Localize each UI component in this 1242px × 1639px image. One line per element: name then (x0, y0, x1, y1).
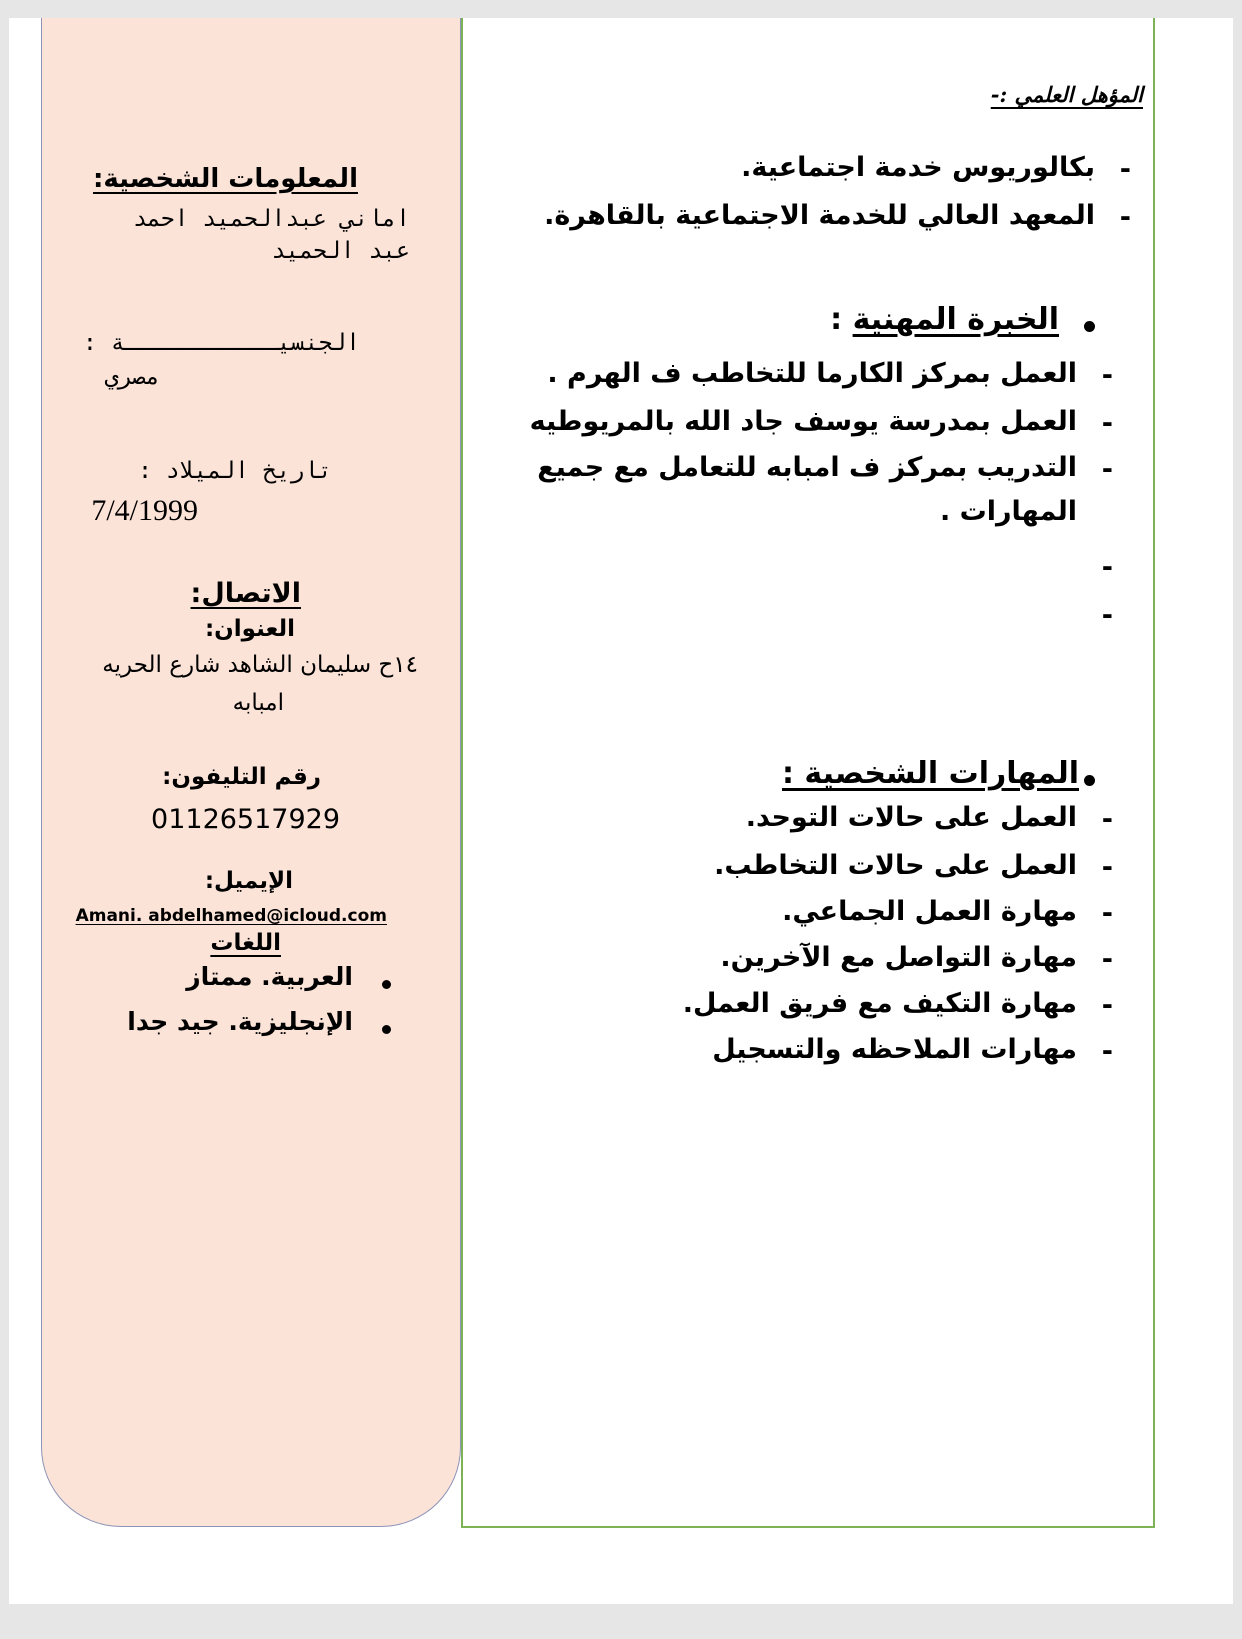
address-line-1: ١٤ح سليمان الشاهد شارع الحريه (102, 652, 418, 678)
main-content-frame (461, 18, 1155, 1528)
dash-icon: - (1101, 990, 1113, 1021)
name-line-2: عبد الحميد (271, 238, 410, 264)
dash-icon: - (1101, 360, 1113, 391)
nationality-label: الجنسيـــــــــــة : (83, 330, 360, 356)
contact-heading: الاتصال: (190, 578, 301, 609)
skill-item: مهارات الملاحظه والتسجيل (712, 1034, 1077, 1065)
experience-item: العمل بمركز الكارما للتخاطب ف الهرم . (547, 358, 1077, 389)
dash-icon: - (1101, 944, 1113, 975)
dash-icon: - (1101, 804, 1113, 835)
dash-icon: - (1101, 1036, 1113, 1067)
dash-icon: - (1101, 898, 1113, 929)
education-item: بكالوريوس خدمة اجتماعية. (741, 152, 1095, 183)
personal-info-heading: المعلومات الشخصية: (92, 164, 358, 194)
experience-item: العمل بمدرسة يوسف جاد الله بالمريوطيه (529, 406, 1077, 437)
birth-date-value: 7/4/1999 (91, 494, 198, 527)
sidebar-panel: المعلومات الشخصية: اماني عبدالحميد احمد عبد الحميد الجنسيـــــــــــة : مصري تاريخ الميلاد : 7/4/1999 الاتصال: العنوان: ١٤ح سليمان الشاهد شارع الحريه امبابه رقم التليفون: 01126517929 الإيميل: Amani. abdelhamed@icloud.com اللغات العربية. ممتاز الإنجليزية. جيد جدا (41, 18, 461, 1527)
dash-icon: - (1119, 202, 1131, 233)
nationality-value: مصري (104, 364, 160, 390)
address-line-2: امبابه (232, 690, 284, 716)
dash-icon: - (1119, 154, 1131, 185)
dash-icon: - (1101, 552, 1113, 583)
skill-item: العمل على حالات التوحد. (745, 802, 1077, 833)
experience-item-continued: المهارات . (939, 496, 1077, 527)
phone-label: رقم التليفون: (162, 764, 321, 790)
dash-icon: - (1101, 408, 1113, 439)
name-line-1: اماني عبدالحميد احمد (133, 206, 410, 232)
email-link[interactable]: Amani. abdelhamed@icloud.com (75, 906, 387, 926)
bullet-icon (382, 980, 391, 989)
birth-date-label: تاريخ الميلاد : (138, 458, 332, 484)
skills-heading: المهارات الشخصية : (781, 756, 1079, 791)
dash-icon: - (1101, 852, 1113, 883)
bullet-icon (1084, 775, 1095, 786)
education-item: المعهد العالي للخدمة الاجتماعية بالقاهرة. (544, 200, 1095, 231)
experience-item: التدريب بمركز ف امبابه للتعامل مع جميع (537, 452, 1077, 483)
skill-item: مهارة العمل الجماعي. (782, 896, 1077, 927)
languages-heading: اللغات (210, 930, 281, 956)
address-label: العنوان: (204, 616, 295, 642)
dash-icon: - (1101, 454, 1113, 485)
skill-item: مهارة التواصل مع الآخرين. (720, 942, 1077, 973)
email-label: الإيميل: (204, 868, 293, 894)
bullet-icon (382, 1025, 391, 1034)
cv-page (9, 18, 1233, 1604)
dash-icon: - (1101, 600, 1113, 631)
education-heading: المؤهل العلمي :- (990, 82, 1143, 107)
experience-heading: الخبرة المهنية : (830, 302, 1059, 337)
skill-item: مهارة التكيف مع فريق العمل. (682, 988, 1077, 1019)
skill-item: العمل على حالات التخاطب. (714, 850, 1077, 881)
bullet-icon (1084, 321, 1095, 332)
phone-number[interactable]: 01126517929 (151, 804, 340, 835)
